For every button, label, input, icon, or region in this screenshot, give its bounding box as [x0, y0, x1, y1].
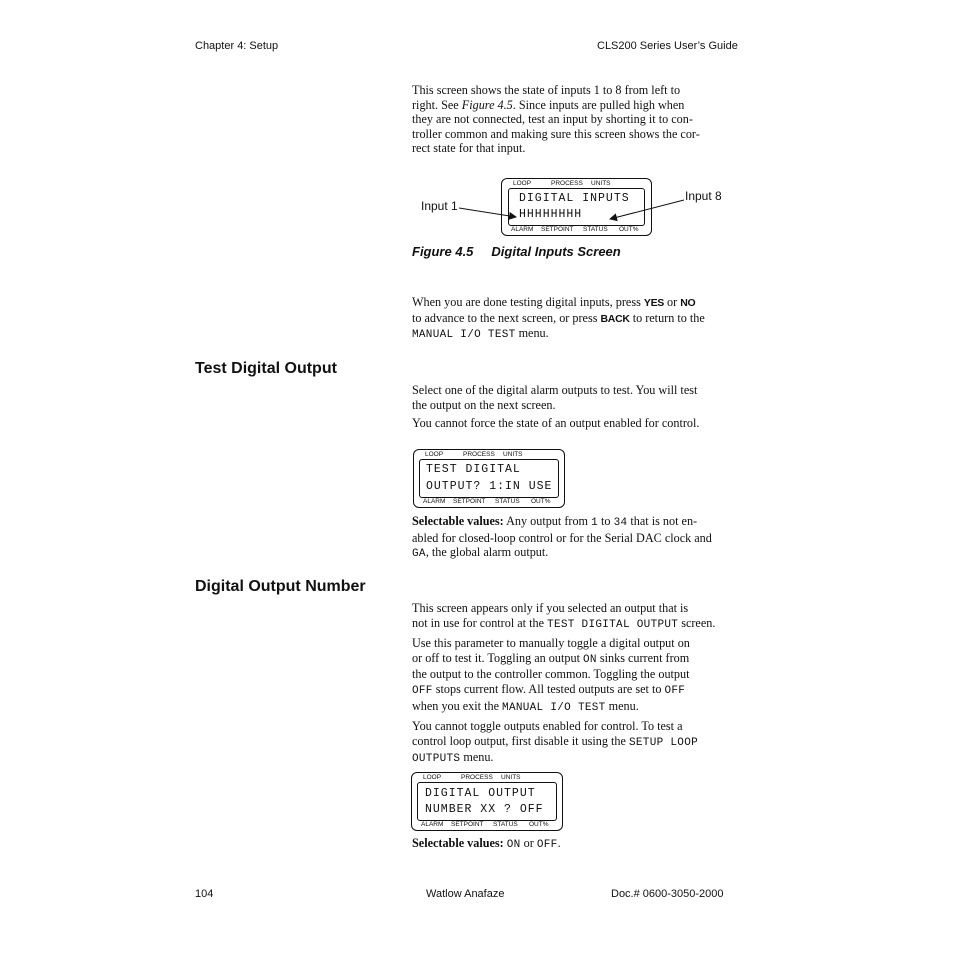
digital-inputs-lcd: LOOP PROCESS UNITS DIGITAL INPUTS HHHHHHHH ALARM SETPOINT STATUS OUT%	[501, 178, 652, 236]
footer-doc-number: Doc.# 0600-3050-2000	[611, 888, 724, 900]
footer-company: Watlow Anafaze	[426, 888, 505, 900]
page-number: 104	[195, 888, 214, 900]
lcd-line-1: DIGITAL INPUTS	[519, 192, 630, 205]
lcd-line-2: OUTPUT? 1:IN USE	[426, 480, 553, 493]
lcd-line-2: HHHHHHHH	[519, 208, 583, 221]
header-chapter: Chapter 4: Setup	[195, 40, 279, 52]
header-guide-title: CLS200 Series User’s Guide	[597, 40, 738, 52]
intro-paragraph: This screen shows the state of inputs 1 to 8 from left to right. See Figure 4.5. Since inputs are pulled high when they are not connected, test an input by shorting it to con- troller common and making sure this screen shows the cor- rect state for that input.	[412, 83, 700, 156]
lcd-screen	[419, 459, 559, 498]
arrow-input-8	[610, 200, 684, 219]
menu-name: MANUAL I/O TEST	[412, 329, 516, 342]
done-testing-paragraph: When you are done testing digital inputs, press YES or NO to advance to the next screen, or press BACK to return to the MANUAL I/O TEST menu.	[412, 295, 705, 342]
callout-input-8: Input 8	[685, 189, 722, 203]
section-heading-test-digital-output: Test Digital Output	[195, 360, 337, 377]
section-heading-digital-output-number: Digital Output Number	[195, 578, 366, 595]
digital-output-number-selectable-values: Selectable values: ON or OFF.	[412, 836, 561, 851]
no-key: NO	[680, 297, 696, 309]
yes-key: YES	[643, 297, 664, 309]
callout-input-1: Input 1	[421, 199, 458, 213]
arrow-input-1	[459, 208, 516, 217]
digital-output-number-lcd: LOOP PROCESS UNITS DIGITAL OUTPUT NUMBER XX ? OFF ALARM SETPOINT STATUS OUT%	[411, 772, 563, 831]
figure-reference: Figure 4.5	[461, 97, 513, 112]
lcd-line-2: NUMBER XX ? OFF	[425, 803, 544, 816]
digital-output-number-text: This screen appears only if you selected an output that is not in use for control at the TEST DIGITAL OUTPUT screen. Use this parameter to manually toggle a digital output on or off to test it. Toggling an output ON sinks current from the output to the controller common. Toggling the output OFF stops current flow. All tested outputs are set to OFF when you exit the MANUAL I/O TEST menu. You cannot toggle outputs enabled for control. To test a control loop output, first disable it using the SETUP LOOP OUTPUTS menu.	[412, 601, 716, 766]
lcd-screen	[417, 782, 557, 821]
test-digital-output-lcd: LOOP PROCESS UNITS TEST DIGITAL OUTPUT? 1:IN USE ALARM SETPOINT STATUS OUT%	[413, 449, 565, 508]
lcd-line-1: DIGITAL OUTPUT	[425, 787, 536, 800]
test-digital-output-selectable-values: Selectable values: Any output from 1 to 34 that is not en- abled for closed-loop control or for the Serial DAC clock and GA, the global alarm output.	[412, 514, 712, 561]
test-digital-output-text: Select one of the digital alarm outputs to test. You will test the output on the next screen. You cannot force the state of an output enabled for control.	[412, 383, 700, 431]
lcd-line-1: TEST DIGITAL	[426, 463, 521, 476]
back-key: BACK	[600, 312, 630, 325]
figure-caption: Figure 4.5 Digital Inputs Screen	[412, 244, 621, 259]
